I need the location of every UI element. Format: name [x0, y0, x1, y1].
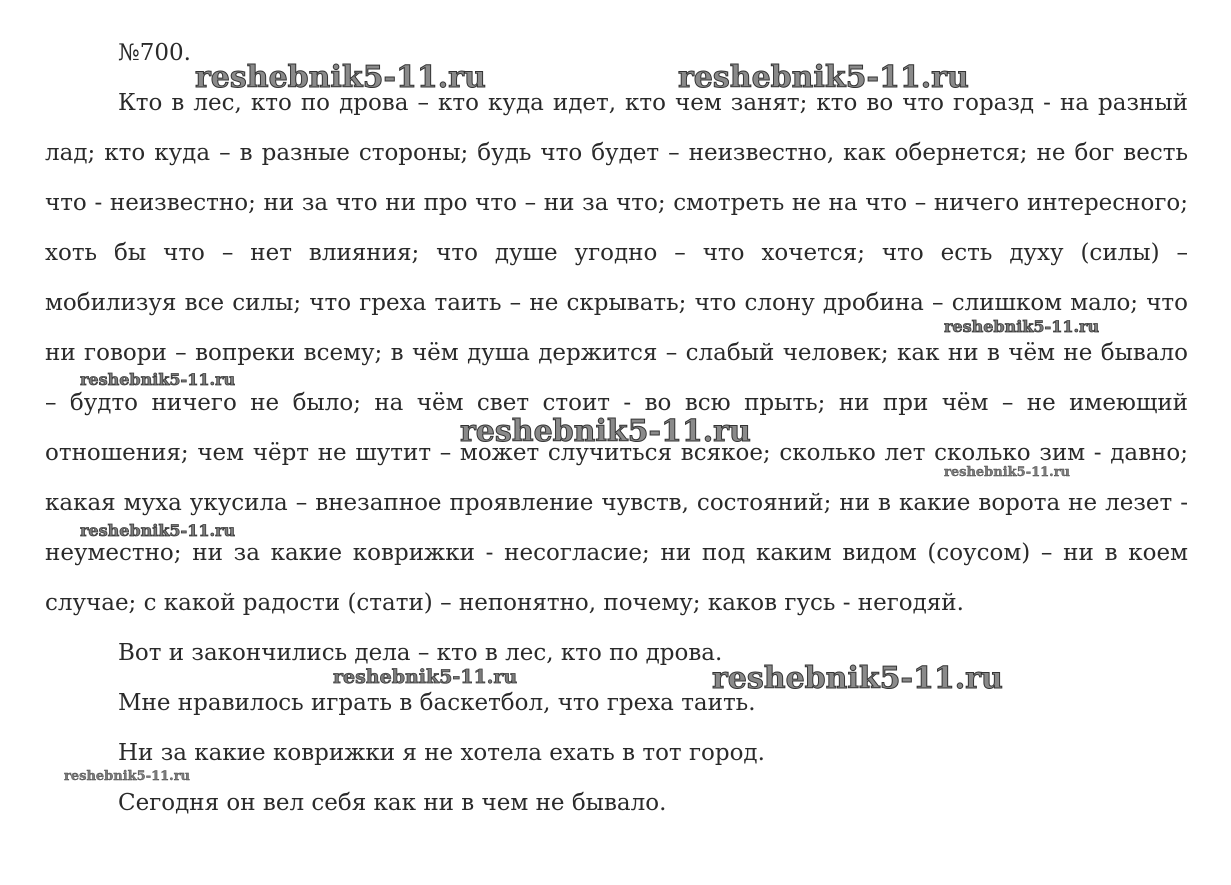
exercise-number: №700.: [118, 40, 191, 66]
example-sentence: Мне нравилось играть в баскетбол, что греха таить.: [118, 690, 756, 716]
watermark: reshebnik5-11.ru: [64, 769, 191, 784]
watermark: reshebnik5-11.ru: [712, 661, 1003, 696]
watermark: reshebnik5-11.ru: [944, 317, 1100, 336]
paragraph-line: ни говори – вопреки всему; в чём душа держится – слабый человек; как ни в чём не бывало: [45, 340, 1188, 366]
watermark: reshebnik5-11.ru: [333, 666, 518, 688]
watermark: reshebnik5-11.ru: [944, 465, 1071, 480]
paragraph-line: Кто в лес, кто по дрова – кто куда идет, кто чем занят; кто во что горазд - на разный: [118, 90, 1188, 116]
paragraph-line: отношения; чем чёрт не шутит – может случиться всякое; сколько лет сколько зим - давно;: [45, 440, 1188, 466]
example-sentence: Сегодня он вел себя как ни в чем не бывало.: [118, 790, 667, 816]
watermark: reshebnik5-11.ru: [80, 521, 236, 540]
paragraph-line: какая муха укусила – внезапное проявление чувств, состояний; ни в какие ворота не лезет -: [45, 490, 1188, 516]
watermark: reshebnik5-11.ru: [678, 60, 969, 95]
watermark: reshebnik5-11.ru: [460, 414, 751, 449]
watermark: reshebnik5-11.ru: [195, 60, 486, 95]
paragraph-line: неуместно; ни за какие коврижки - несогласие; ни под каким видом (соусом) – ни в коем: [45, 540, 1188, 566]
paragraph-line: лад; кто куда – в разные стороны; будь что будет – неизвестно, как обернется; не бог весть: [45, 140, 1188, 166]
example-sentence: Ни за какие коврижки я не хотела ехать в тот город.: [118, 740, 765, 766]
paragraph-line: хоть бы что – нет влияния; что душе угодно – что хочется; что есть духу (силы) –: [45, 240, 1188, 266]
watermark: reshebnik5-11.ru: [80, 370, 236, 389]
paragraph-line: что - неизвестно; ни за что ни про что – ни за что; смотреть не на что – ничего интересного;: [45, 190, 1188, 216]
paragraph-line: – будто ничего не было; на чём свет стоит - во всю прыть; ни при чём – не имеющий: [45, 390, 1188, 416]
example-sentence: Вот и закончились дела – кто в лес, кто по дрова.: [118, 640, 723, 666]
paragraph-line: случае; с какой радости (стати) – непонятно, почему; каков гусь - негодяй.: [45, 590, 964, 616]
paragraph-line: мобилизуя все силы; что греха таить – не скрывать; что слону дробина – слишком мало; что: [45, 290, 1188, 316]
